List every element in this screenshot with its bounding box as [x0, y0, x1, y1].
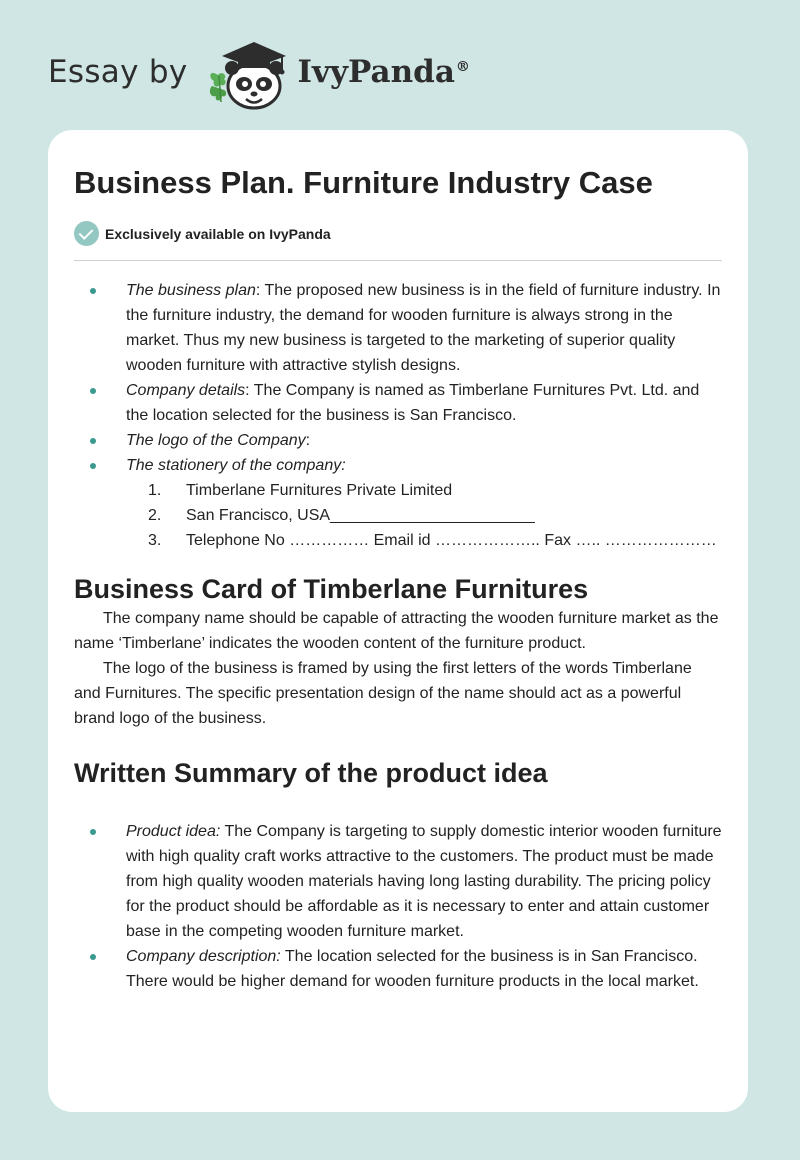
product-idea-list: [74, 819, 722, 994]
stationery-item: 1. Timberlane Furnitures Private Limited: [148, 482, 453, 500]
paragraph: The logo of the business is framed by using the first letters of the words Timberlane and Furnitures. The specific presentation design of the name should act as a powerful brand logo of the business.: [74, 659, 692, 727]
exclusive-badge: [74, 221, 722, 246]
list-item: Company description: The location selected for the business is in San Francisco. There would be higher demand for wooden furniture products in the local market.: [74, 944, 722, 994]
panda-mascot-icon: [202, 34, 292, 110]
stationery-item: 3. Telephone No …………… Email id ……………….. Fax ….. …………………: [148, 532, 717, 550]
section-heading: Business Card of Timberlane Furnitures: [74, 574, 589, 605]
site-logo[interactable]: [48, 34, 470, 110]
list-item: The logo of the Company:: [74, 428, 722, 453]
exclusive-label: Exclusively available on IvyPanda: [105, 225, 331, 242]
check-icon: [74, 221, 99, 246]
page-title: Business Plan. Furniture Industry Case: [74, 165, 653, 200]
paragraph: The company name should be capable of attracting the wooden furniture market as the name ‘Timberlane’ indicates the wooden content of the furniture product.: [74, 609, 719, 652]
business-plan-list: [74, 278, 722, 553]
list-item: Company details: The Company is named as Timberlane Furnitures Pvt. Ltd. and the location selected for the business is San Francisco.: [74, 378, 722, 428]
divider: [74, 260, 722, 261]
stationery-item: 2. San Francisco, USA_______________________: [148, 507, 535, 525]
stationery-list: [126, 478, 722, 553]
list-item: Product idea: The Company is targeting to supply domestic interior wooden furniture with high quality craft works attractive to the customers. The product must be made from high quality wooden materials having long lasting durability. The pricing policy for the product should be affordable as it is necessary to enter and attain customer base in the competing wooden furniture market.: [74, 819, 722, 944]
list-item: The stationery of the company: 1. Timberlane Furnitures Private Limited 2. San Francisco, USA_______________________ 3. Telephone No …………… Email id ……………….. Fax ….. …………………: [74, 453, 722, 553]
section-heading: Written Summary of the product idea: [74, 757, 548, 788]
list-item: The business plan: The proposed new business is in the field of furniture industry. In the furniture industry, the demand for wooden furniture is always strong in the market. Thus my new business is targeted to the marketing of superior quality wooden furniture with attractive stylish designs.: [74, 278, 722, 378]
essay-card: [48, 130, 748, 1112]
brand-prefix: Essay by: [48, 54, 188, 90]
brand-name: IvyPanda®: [297, 54, 470, 90]
